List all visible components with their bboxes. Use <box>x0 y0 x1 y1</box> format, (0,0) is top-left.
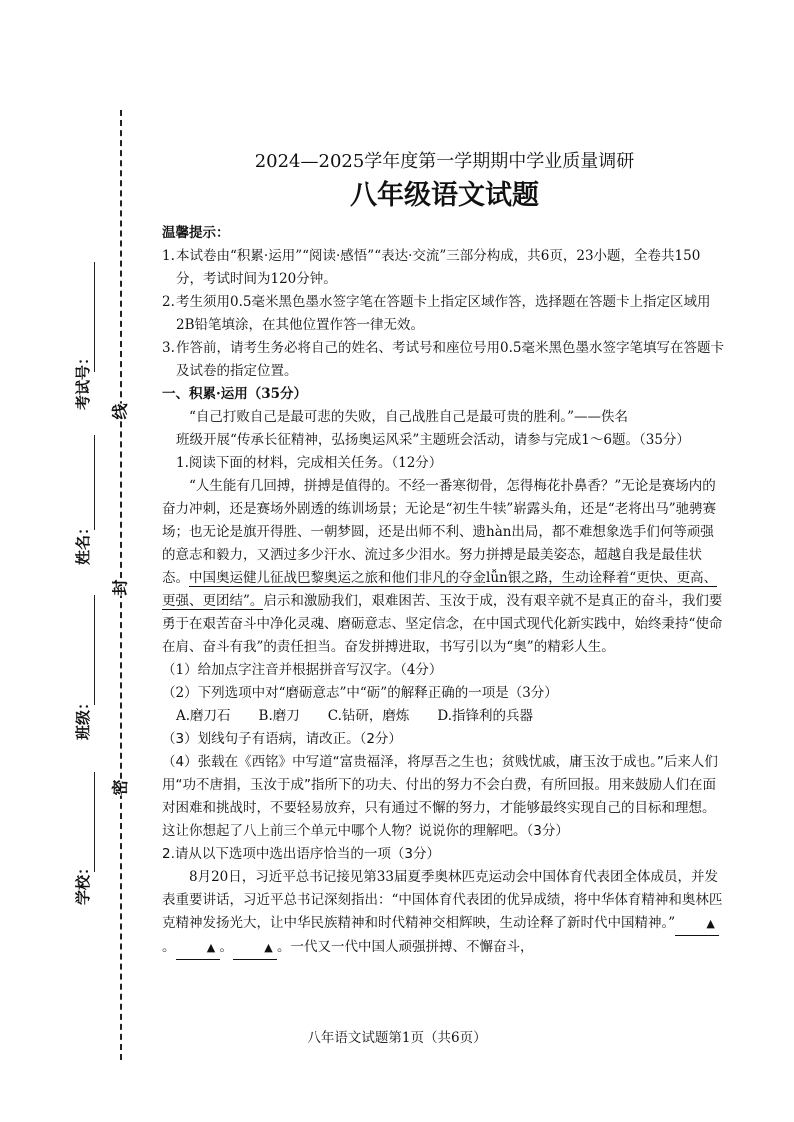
subquestion-3: （3）划线句子有语病，请改正。（2分） <box>162 731 402 747</box>
seal-mark-secret: 密 <box>108 779 131 795</box>
exam-page <box>162 150 727 960</box>
seal-mark-line: 线 <box>108 403 131 419</box>
answer-blank[interactable]: ▲ <box>176 936 220 960</box>
subquestion-1: （1）给加点字注音并根据拼音写汉字。（4分） <box>162 662 443 678</box>
name-label: 姓名： <box>74 519 92 565</box>
subquestion-4: （4）张载在《西铭》中写道“富贵福泽，将厚吾之生也；贫贱忧戚，庸玉汝于成也。”后来人们用“功不唐捐，玉汝于成”指所下的功夫、付出的努力不会白费，有所回报。用来鼓励人们在面对困难和挑战时，不要轻易放弃，只有通过不懈的努力，才能够最终实现自己的目标和理想。这让你想起了八上前三个单元中哪个人物？说说你的理解吧。（3分） <box>162 754 718 839</box>
tip-item: 1.本试卷由“积累·运用”“阅读·感悟”“表达·交流”三部分构成，共6页，23小题，全卷共150分，考试时间为120分钟。 <box>162 248 701 287</box>
exam-number-field[interactable] <box>94 262 95 372</box>
question-1-title: 1.阅读下面的材料，完成相关任务。（12分） <box>176 455 443 471</box>
option-b[interactable]: B.磨刀 <box>258 708 300 724</box>
school-field[interactable] <box>94 772 95 872</box>
name-field[interactable] <box>94 435 95 530</box>
section-heading: 一、积累·运用（35分） <box>162 386 307 402</box>
section-intro: 班级开展“传承长征精神，弘扬奥运风采”主题班会活动，请参与完成1～6题。（35分） <box>176 432 690 448</box>
exam-number-label: 考试号： <box>74 349 92 410</box>
binding-margin <box>0 0 130 1122</box>
tip-item: 3.作答前，请考生务必将自己的姓名、考试号和座位号用0.5毫米黑色墨水签字笔填写在答题卡及试卷的指定位置。 <box>162 340 724 379</box>
class-field[interactable] <box>94 595 95 705</box>
answer-blank[interactable]: ▲ <box>233 936 277 960</box>
option-d[interactable]: D.指锋利的兵器 <box>437 708 534 724</box>
underlined-sentence: 中国奥运健儿征战巴黎奥运之旅和他们非凡的夺金lǚn银之路，生动诠释着“更快、更高、更强、更团结”。 <box>162 570 718 609</box>
question-2-title: 2.请从以下选项中选出语序恰当的一项（3分） <box>162 846 440 862</box>
question-2-passage: 8月20日，习近平总书记接见第33届夏季奥林匹克运动会中国体育代表团全体成员，并发表重要讲话，习近平总书记深刻指出：“中国体育代表团的优异成绩，将中华体育精神和奥林匹克精神发扬光大，让中华民族精神和时代精神交相辉映，生动诠释了新时代中国精神。” ▲。 ▲ 。 ▲ 。一代又一代中国人顽强拼搏、不懈奋斗， <box>162 866 727 960</box>
option-a[interactable]: A.磨刀石 <box>176 708 231 724</box>
page-footer: 八年语文试题第1页（共6页） <box>307 1030 487 1046</box>
option-c[interactable]: C.钻研，磨炼 <box>327 708 410 724</box>
answer-options <box>162 705 727 728</box>
epigraph-quote: “自己打败自己是最可悲的失败，自己战胜自己是最可贵的胜利。”——佚名 <box>189 409 629 425</box>
tips-heading: 温馨提示： <box>162 225 230 241</box>
seal-mark-seal: 封 <box>108 579 131 595</box>
exam-title: 八年级语文试题 <box>350 180 539 211</box>
answer-blank[interactable]: ▲ <box>675 912 719 936</box>
tip-item: 2.考生须用0.5毫米黑色墨水签字笔在答题卡上指定区域作答，选择题在答题卡上指定区域用2B铅笔填涂，在其他位置作答一律无效。 <box>162 294 711 333</box>
reading-passage: “人生能有几回搏，拼搏是值得的。不经一番寒彻骨，怎得梅花扑鼻香？”无论是赛场内的奋力冲刺，还是赛场外剧透的练训场景；无论是“初生牛犊”崭露头角，还是“老将出马”驰骋赛场；也无论是旗开得胜、一朝梦圆，还是出师不利、遗hàn出局，都不难想象选手们何等顽强的意志和毅力，又洒过多少汗水、流过多少泪水。努力拼搏是最美姿态，超越自我是最佳状态。中国奥运健儿征战巴黎奥运之旅和他们非凡的夺金lǚn银之路，生动诠释着“更快、更高、更强、更团结”。启示和激励我们，艰难困苦、玉汝于成，没有艰辛就不是真正的奋斗，我们要勇于在艰苦奋斗中净化灵魂、磨砺意志、坚定信念，在中国式现代化新实践中，始终秉持“使命在肩、奋斗有我”的责任担当。奋发拼搏进取，书写引以为“奥”的精彩人生。 <box>162 478 723 655</box>
exam-subtitle: 2024—2025学年度第一学期期中学业质量调研 <box>254 151 635 172</box>
subquestion-2: （2）下列选项中对“磨砺意志”中“砺”的解释正确的一项是（3分） <box>162 685 558 701</box>
school-label: 学校： <box>74 859 92 905</box>
class-label: 班级： <box>74 694 92 740</box>
